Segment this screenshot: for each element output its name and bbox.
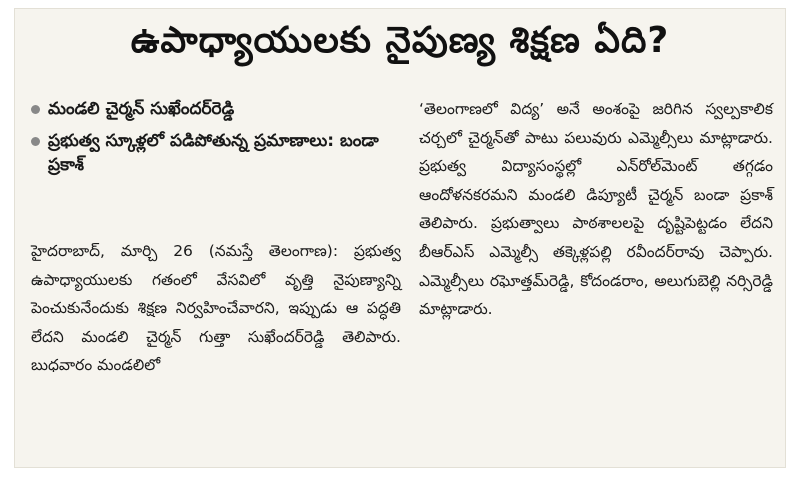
article-column-right <box>419 95 773 324</box>
headline: ఉపాధ్యాయులకు నైపుణ్య శిక్షణ ఏది? <box>130 20 670 61</box>
highlight-text: మండలి చైర్మన్ సుఖేందర్‌రెడ్డి <box>48 99 235 119</box>
bullet-dot-icon <box>31 105 40 114</box>
article-paragraph: హైదరాబాద్, మార్చి 26 (నమస్తే తెలంగాణ): ప్రభుత్వ ఉపాధ్యాయులకు గతంలో వేసవిలో వృత్తి నైపుణ్యాన్ని పెంచుకునేందుకు శిక్షణ నిర్వహించేవారని, ఇప్పుడు ఆ పద్ధతి లేదని మండలి చైర్మన్ గుత్తా సుఖేందర్‌రెడ్డి తెలిపారు. బుధవారం మండలిలో <box>31 242 401 375</box>
highlight-item <box>31 129 411 177</box>
highlight-item <box>31 97 411 121</box>
article-column-left <box>31 237 401 380</box>
bullet-dot-icon <box>31 137 40 146</box>
highlights-list <box>31 97 411 185</box>
news-clipping <box>14 8 786 468</box>
highlight-text: ప్రభుత్వ స్కూళ్లలో పడిపోతున్న ప్రమాణాలు: బండా ప్రకాశ్ <box>48 131 379 175</box>
article-paragraph: ‘తెలంగాణలో విద్య’ అనే అంశంపై జరిగిన స్వల్పకాలిక చర్చలో చైర్మన్‌తో పాటు పలువురు ఎమ్మెల్సీలు మాట్లాడారు. ప్రభుత్వ విద్యాసంస్థల్లో ఎన్‌రోల్‌మెంట్ తగ్గడం ఆందోళనకరమని మండలి డిప్యూటీ చైర్మన్ బండా ప్రకాశ్ తెలిపారు. ప్రభుత్వాలు పాఠశాలలపై దృష్టిపెట్టడం లేదని బీఆర్‌ఎస్ ఎమ్మెల్సీ తక్కెళ్లపల్లి రవీందర్‌రావు చెప్పారు. ఎమ్మెల్సీలు రఘోత్తమ్‌రెడ్డి, కోదండరాం, అలుగుబెల్లి నర్సిరెడ్డి మాట్లాడారు. <box>419 100 773 319</box>
